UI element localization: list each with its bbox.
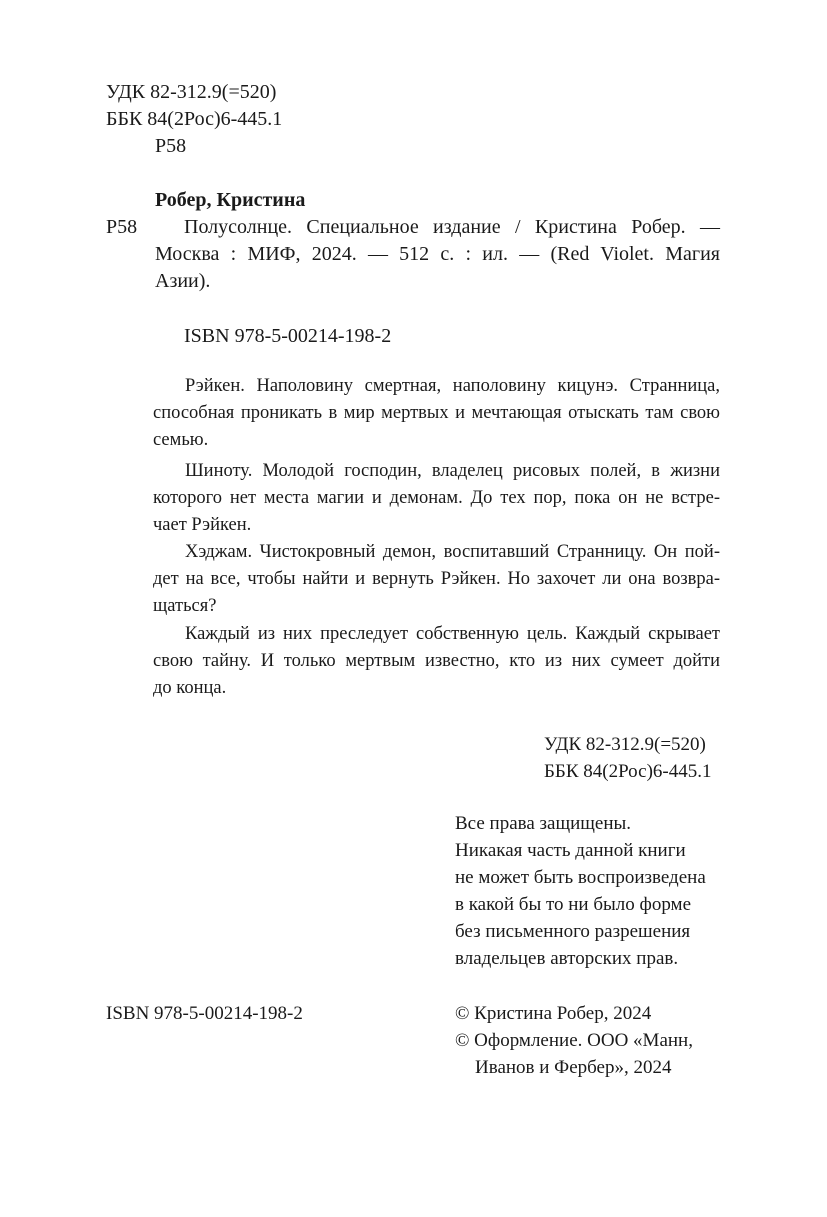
annotation-line: свою тайну. И только мертвым известно, кто из них сумеет дойти bbox=[153, 651, 720, 671]
card-description-line-1: Полусолнце. Специальное издание / Кристина Робер. — bbox=[184, 216, 720, 238]
rights-notice bbox=[455, 810, 706, 972]
copyright-author: © Кристина Робер, 2024 bbox=[455, 1003, 652, 1024]
copyright-design-line-1: © Оформление. ООО «Манн, bbox=[455, 1030, 693, 1051]
rights-line: без письменного разрешения bbox=[455, 921, 691, 942]
udk-code-top: УДК 82-312.9(=520) bbox=[106, 81, 277, 103]
annotation-paragraph-4 bbox=[153, 621, 720, 702]
annotation-line: которого нет места магии и демонам. До тех пор, пока он не встре- bbox=[153, 488, 720, 508]
rights-line: владельцев авторских прав. bbox=[455, 948, 679, 969]
annotation-line: Шиноту. Молодой господин, владелец рисовых полей, в жизни bbox=[185, 461, 720, 481]
author-heading: Робер, Кристина bbox=[155, 189, 306, 211]
rights-line: не может быть воспроизведена bbox=[455, 867, 706, 888]
card-isbn: ISBN 978-5-00214-198-2 bbox=[184, 325, 392, 347]
annotation-line: Хэджам. Чистокровный демон, воспитавший Странницу. Он пой- bbox=[185, 542, 720, 562]
annotation-line: семью. bbox=[153, 430, 209, 450]
udk-code-bottom: УДК 82-312.9(=520) bbox=[544, 734, 706, 755]
footer-isbn: ISBN 978-5-00214-198-2 bbox=[106, 1003, 303, 1024]
annotation-paragraph-1 bbox=[153, 373, 720, 454]
annotation-paragraph-2 bbox=[153, 458, 720, 539]
author-mark-card: Р58 bbox=[106, 216, 138, 238]
annotation-line: щаться? bbox=[153, 596, 217, 616]
annotation-line: чает Рэйкен. bbox=[153, 515, 252, 535]
annotation-line: до конца. bbox=[153, 678, 227, 698]
annotation-line: Каждый из них преследует собственную цель. Каждый скрывает bbox=[185, 624, 720, 644]
rights-line: в какой бы то ни было форме bbox=[455, 894, 691, 915]
card-description-line-2: Москва : МИФ, 2024. — 512 с. : ил. — (Red Violet. Магия bbox=[155, 243, 720, 265]
bbk-code-top: ББК 84(2Рос)6-445.1 bbox=[106, 108, 283, 130]
annotation-paragraph-3 bbox=[153, 539, 720, 620]
annotation-line: дет на все, чтобы найти и вернуть Рэйкен. Но захочет ли она возвра- bbox=[153, 569, 720, 589]
copyright-design-line-2: Иванов и Фербер», 2024 bbox=[475, 1057, 672, 1078]
bbk-code-bottom: ББК 84(2Рос)6-445.1 bbox=[544, 761, 712, 782]
rights-line: Все права защищены. bbox=[455, 813, 632, 834]
rights-line: Никакая часть данной книги bbox=[455, 840, 686, 861]
card-description-line-3: Азии). bbox=[155, 270, 211, 292]
annotation-line: способная проникать в мир мертвых и мечтающая отыскать там свою bbox=[153, 403, 720, 423]
author-mark-top: Р58 bbox=[155, 135, 187, 157]
annotation-line: Рэйкен. Наполовину смертная, наполовину кицунэ. Странница, bbox=[185, 376, 720, 396]
